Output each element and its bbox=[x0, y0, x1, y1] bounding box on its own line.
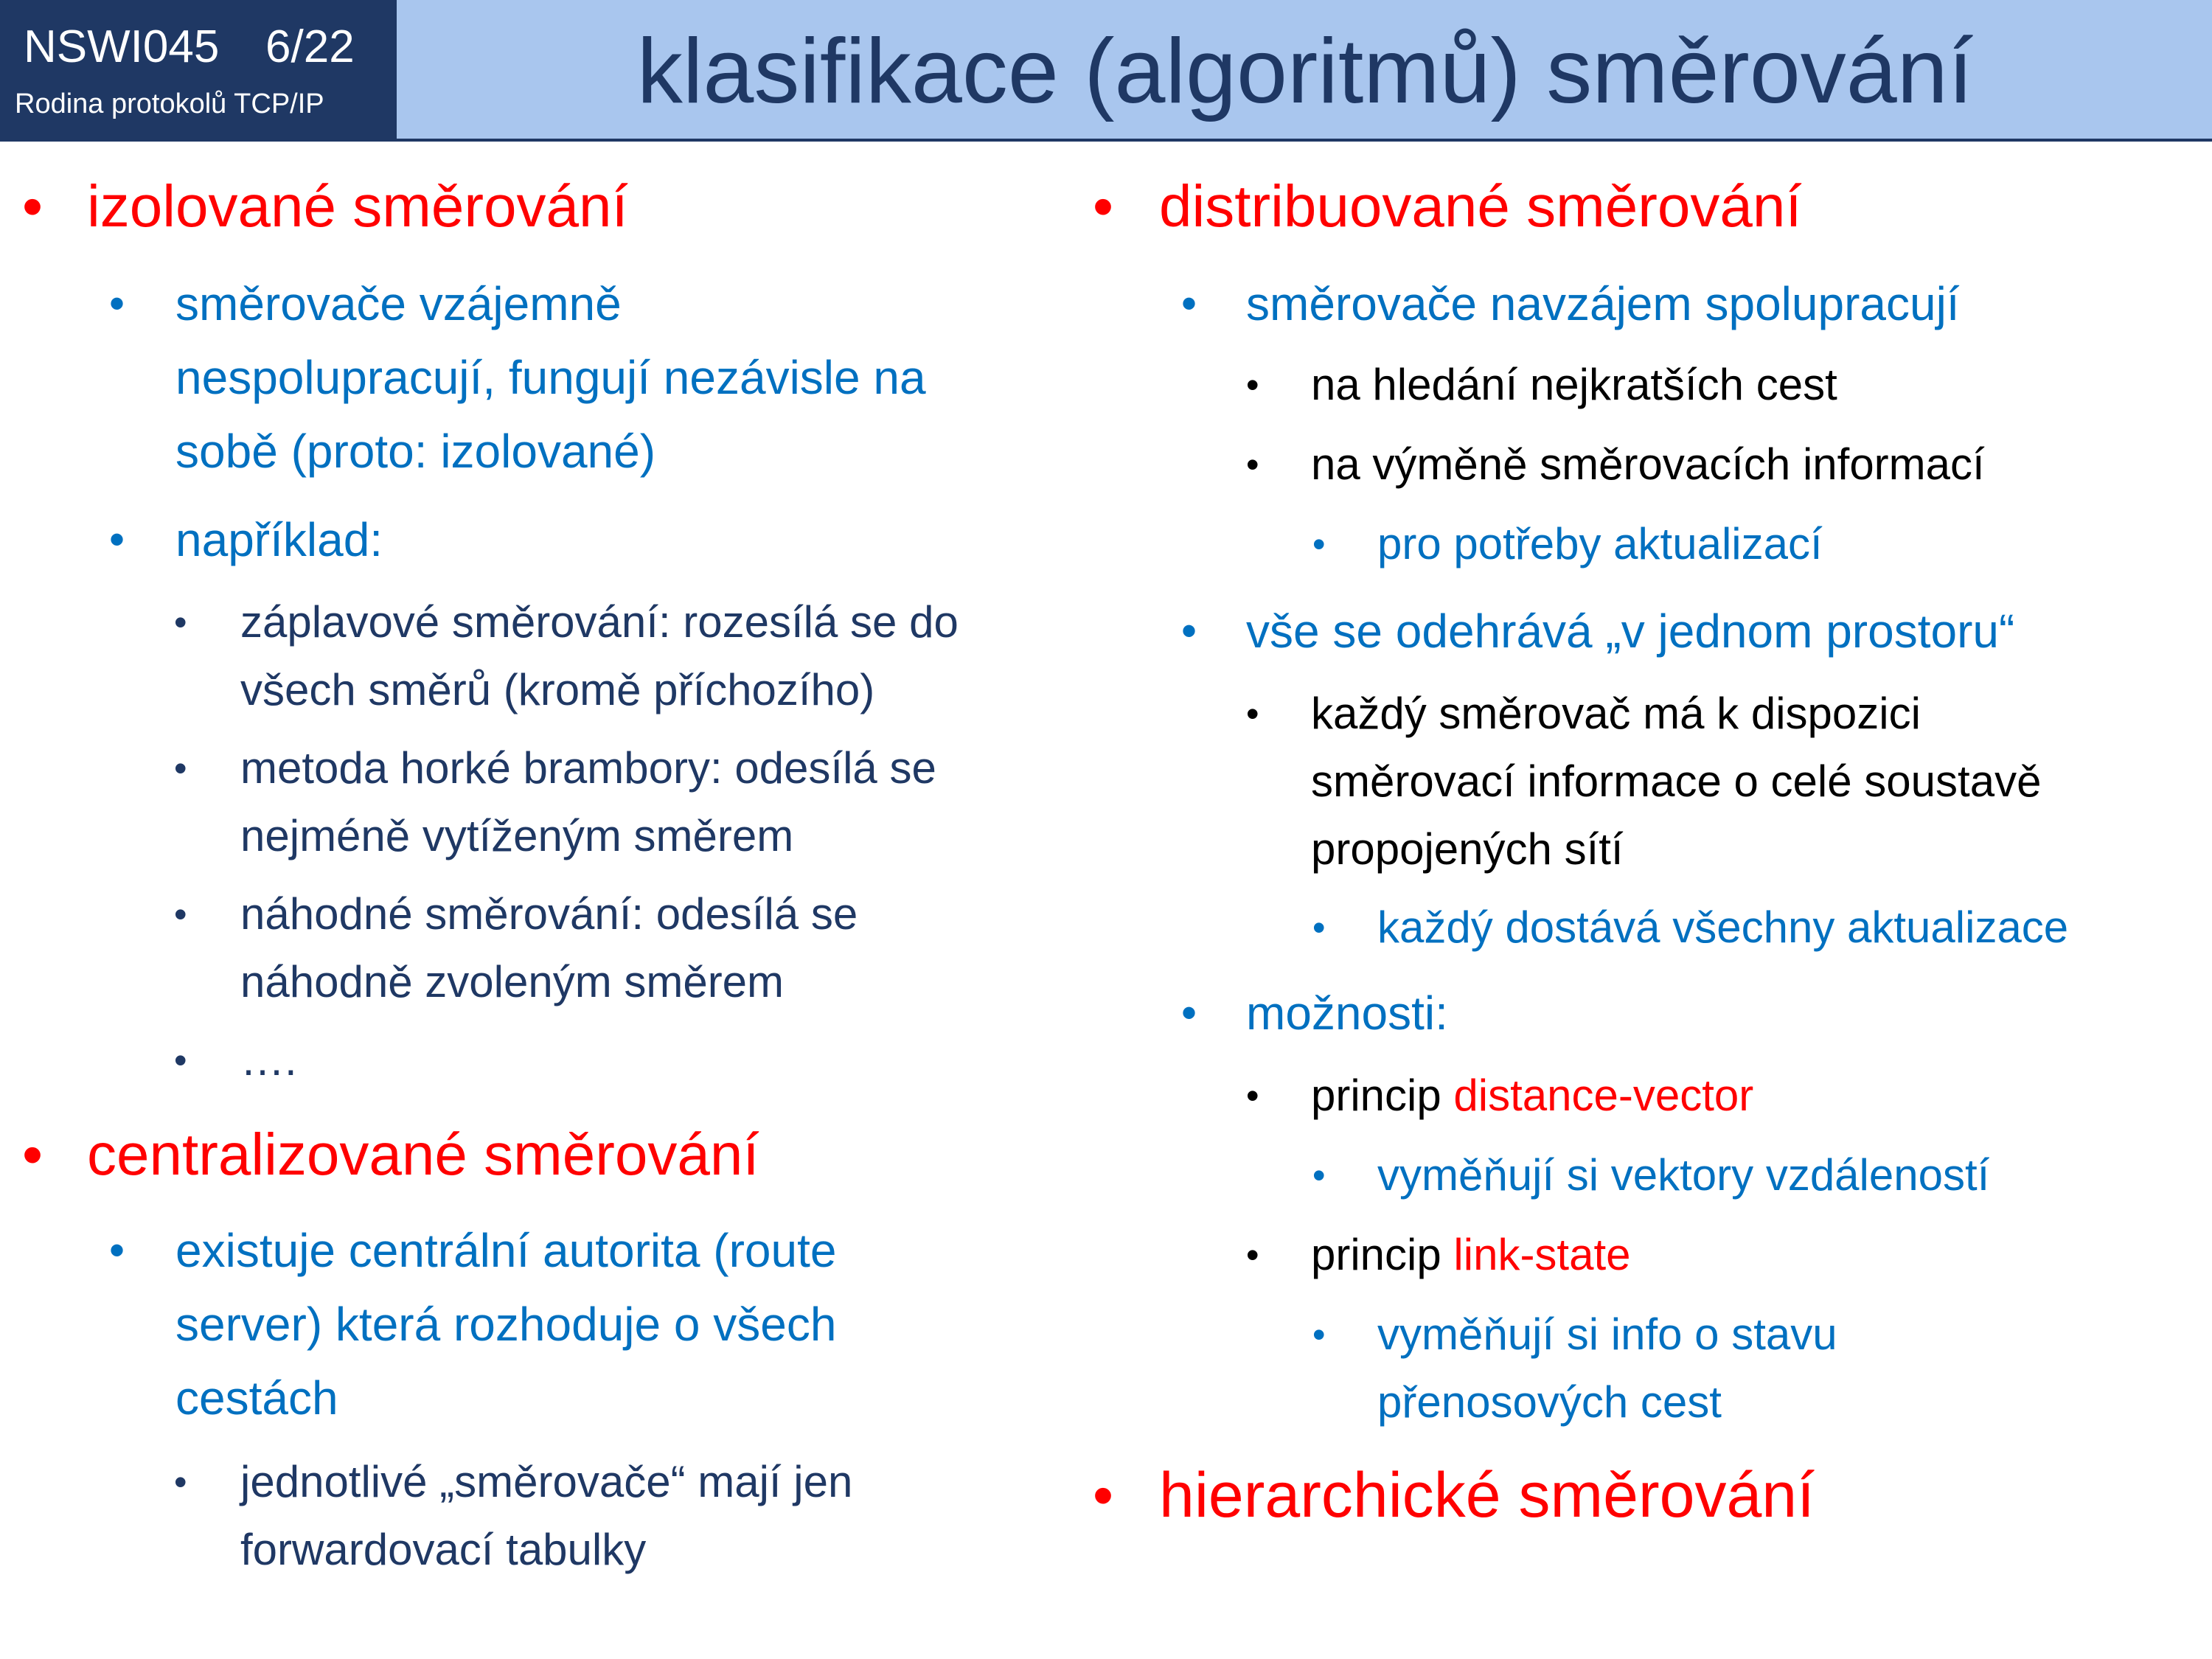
bullet-marker: • bbox=[1181, 279, 1197, 328]
course-info-box bbox=[0, 0, 397, 142]
centralized-desc-line: server) která rozhoduje o všech bbox=[175, 1298, 837, 1351]
bullet-marker: • bbox=[1181, 988, 1197, 1037]
course-code: NSWI045 bbox=[24, 21, 220, 72]
bullet-marker: • bbox=[174, 894, 187, 935]
isolated-desc-line: nespolupracují, fungují nezávisle na bbox=[175, 351, 926, 404]
single-space-item: vše se odehrává „v jednom prostoru“ bbox=[1246, 605, 2015, 658]
hierarchical-routing-heading: hierarchické směrování bbox=[1159, 1460, 1815, 1531]
cooperation-info-exchange: na výměně směrovacích informací bbox=[1311, 439, 1985, 489]
bullet-marker: • bbox=[109, 279, 125, 328]
single-space-updates: každý dostává všechny aktualizace bbox=[1377, 902, 2069, 952]
bullet-marker: • bbox=[174, 602, 187, 643]
example-random-line: náhodně zvoleným směrem bbox=[240, 957, 785, 1006]
link-state-desc-line: vyměňují si info o stavu bbox=[1377, 1310, 1837, 1359]
bullet-marker: • bbox=[109, 1225, 125, 1275]
slide-title: klasifikace (algoritmů) směrování bbox=[636, 21, 1974, 122]
bullet-marker: • bbox=[1246, 444, 1259, 485]
bullet-marker: • bbox=[174, 1040, 187, 1081]
isolated-desc-line: směrovače vzájemně bbox=[175, 277, 622, 330]
centralized-sub-line: forwardovací tabulky bbox=[240, 1525, 647, 1574]
bullet-marker: • bbox=[1312, 907, 1326, 948]
example-flooding-line: záplavové směrování: rozesílá se do bbox=[240, 597, 959, 647]
example-ellipsis: …. bbox=[240, 1035, 297, 1085]
isolated-routing-heading: izolované směrování bbox=[87, 173, 628, 239]
link-state-option bbox=[1311, 1221, 1631, 1289]
bullet-marker: • bbox=[1246, 693, 1259, 734]
link-state-desc-line: přenosových cest bbox=[1377, 1377, 1722, 1427]
single-space-line: směrovací informace o celé soustavě bbox=[1311, 757, 2042, 806]
bullet-marker: • bbox=[22, 1121, 44, 1187]
example-flooding-line: všech směrů (kromě příchozího) bbox=[240, 665, 875, 714]
bullet-marker: • bbox=[109, 515, 125, 564]
course-subtitle: Rodina protokolů TCP/IP bbox=[15, 88, 324, 119]
example-hot-potato-line: nejméně vytíženým směrem bbox=[240, 811, 794, 860]
cooperation-updates: pro potřeby aktualizací bbox=[1377, 519, 1823, 568]
distance-vector-desc: vyměňují si vektory vzdáleností bbox=[1377, 1150, 1990, 1200]
distributed-routing-heading: distribuované směrování bbox=[1159, 173, 1802, 239]
options-label: možnosti: bbox=[1246, 987, 1448, 1040]
distance-vector-option bbox=[1311, 1062, 1753, 1130]
bullet-marker: • bbox=[174, 1461, 187, 1503]
example-hot-potato-line: metoda horké brambory: odesílá se bbox=[240, 743, 936, 793]
single-space-line: každý směrovač má k dispozici bbox=[1311, 689, 1921, 738]
centralized-sub-line: jednotlivé „směrovače“ mají jen bbox=[240, 1457, 853, 1506]
bullet-marker: • bbox=[1093, 1462, 1114, 1528]
centralized-routing-heading: centralizované směrování bbox=[87, 1121, 759, 1187]
bullet-marker: • bbox=[174, 748, 187, 789]
bullet-marker: • bbox=[1093, 173, 1114, 239]
centralized-desc-line: cestách bbox=[175, 1371, 338, 1425]
isolated-desc-line: sobě (proto: izolované) bbox=[175, 425, 656, 478]
cooperation-shortest-paths: na hledání nejkratších cest bbox=[1311, 360, 1837, 409]
page-number: 6/22 bbox=[265, 21, 355, 72]
bullet-marker: • bbox=[22, 173, 44, 239]
bullet-marker: • bbox=[1312, 524, 1326, 565]
bullet-marker: • bbox=[1312, 1314, 1326, 1355]
option-prefix: princip bbox=[1311, 1071, 1454, 1120]
slide-header bbox=[0, 0, 2212, 142]
single-space-line: propojených sítí bbox=[1311, 824, 1624, 874]
bullet-marker: • bbox=[1246, 1075, 1259, 1116]
distance-vector-name: distance-vector bbox=[1453, 1071, 1754, 1120]
centralized-desc-line: existuje centrální autorita (route bbox=[175, 1224, 837, 1277]
link-state-name: link-state bbox=[1453, 1230, 1631, 1279]
example-label: například: bbox=[175, 513, 383, 566]
bullet-marker: • bbox=[1181, 606, 1197, 655]
cooperation-item: směrovače navzájem spolupracují bbox=[1246, 277, 1960, 330]
bullet-marker: • bbox=[1312, 1155, 1326, 1196]
option-prefix: princip bbox=[1311, 1230, 1454, 1279]
bullet-marker: • bbox=[1246, 364, 1259, 406]
bullet-marker: • bbox=[1246, 1234, 1259, 1276]
example-random-line: náhodné směrování: odesílá se bbox=[240, 889, 858, 939]
